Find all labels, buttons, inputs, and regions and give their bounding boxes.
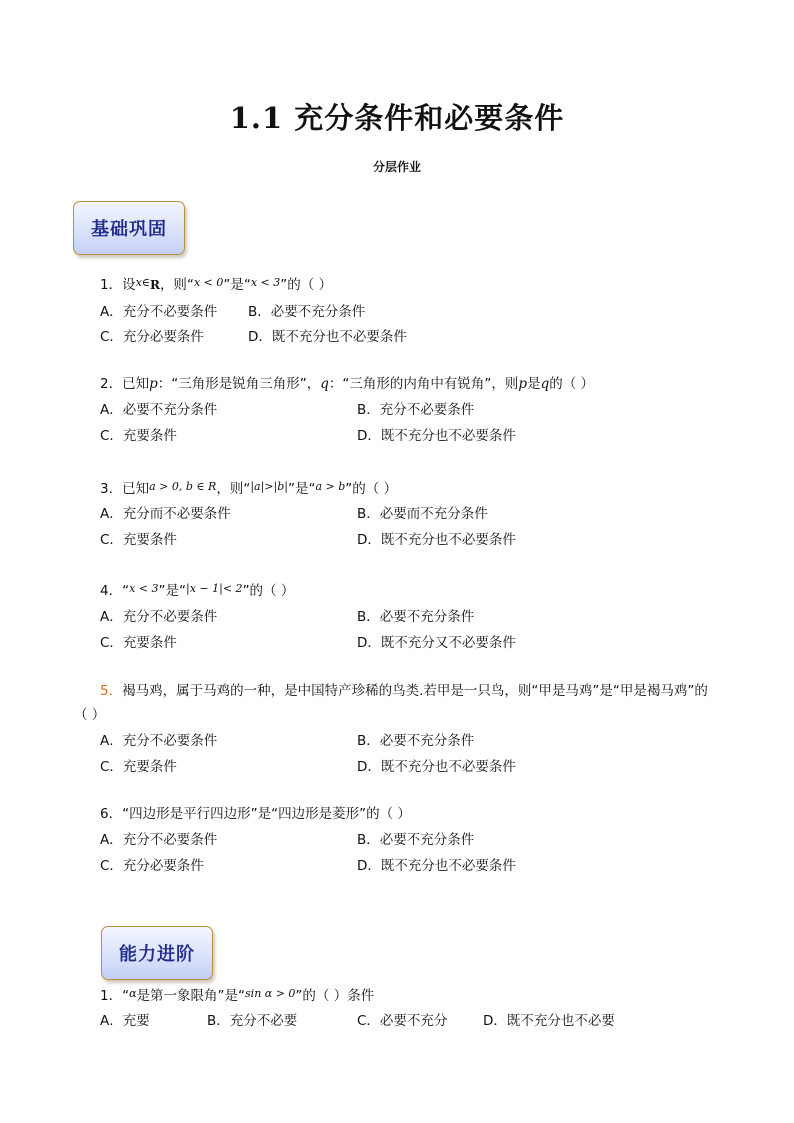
question-text: ，则“: [159, 277, 194, 293]
question-text: 已知: [122, 481, 150, 497]
option-c: C．充要条件: [100, 532, 177, 548]
math-variable: q: [540, 376, 550, 392]
question-number: 1．: [100, 988, 123, 1004]
question-1: [100, 273, 332, 293]
section-label-basic: 基础巩固: [73, 201, 185, 255]
question-number: 5．: [100, 683, 123, 699]
question-5: [100, 679, 708, 699]
math-variable: q: [320, 376, 329, 392]
question-4: [100, 579, 294, 599]
question-text: 的（ ）: [549, 376, 595, 392]
option-c: C．充分必要条件: [100, 329, 204, 345]
option-a: A．充分不必要条件: [100, 733, 218, 749]
question-text: “: [122, 988, 130, 1004]
question-text: 褐马鸡，属于马鸡的一种，是中国特产珍稀的鸟类.若甲是一只鸟，则“甲是马鸡”是“甲是褐马鸡”的: [122, 683, 708, 699]
math-expression: R: [149, 278, 160, 292]
option-c: C．充分必要条件: [100, 858, 204, 874]
question-text: 是第一象限角”是“: [136, 988, 246, 1004]
question-text: ：“三角形的内角中有锐角”，则: [328, 376, 519, 392]
option-d: D．既不充分也不必要条件: [357, 428, 516, 444]
option-a: A．充要: [100, 1013, 150, 1029]
option-b: B．充分不必要条件: [357, 402, 475, 418]
question-advanced-1: [100, 984, 374, 1004]
question-text: ，则“: [216, 481, 251, 497]
question-number: 4．: [100, 583, 123, 599]
math-expression: α: [129, 987, 137, 1000]
question-number: 1．: [100, 277, 123, 293]
option-d: D．既不充分也不必要条件: [248, 329, 407, 345]
option-a: A．充分而不必要条件: [100, 506, 231, 522]
question-number: 3．: [100, 481, 123, 497]
math-expression: sin α > 0: [245, 987, 296, 1000]
math-expression: |x − 1|< 2: [186, 582, 243, 595]
section-label-advanced: 能力进阶: [101, 926, 213, 980]
option-a: A．充分不必要条件: [100, 832, 218, 848]
math-expression: x < 3: [250, 276, 281, 289]
math-expression: a > b: [315, 480, 346, 493]
option-c: C．充要条件: [100, 759, 177, 775]
question-3: [100, 477, 397, 497]
option-c: C．必要不充分: [357, 1013, 448, 1029]
option-d: D．既不充分也不必要: [483, 1013, 615, 1029]
math-expression: a > 0, b ∈ R: [149, 480, 217, 493]
option-d: D．既不充分也不必要条件: [357, 532, 516, 548]
question-2: [100, 372, 594, 392]
option-d: D．既不充分也不必要条件: [357, 858, 516, 874]
option-a: A．充分不必要条件: [100, 304, 218, 320]
option-b: B．必要不充分条件: [248, 304, 366, 320]
option-a: A．必要不充分条件: [100, 402, 218, 418]
math-variable: p: [518, 376, 528, 392]
option-c: C．充要条件: [100, 428, 177, 444]
answer-paren: （ ）: [74, 707, 106, 723]
question-text: ”的（ ）: [280, 277, 333, 293]
math-expression: |a|>|b|: [250, 480, 288, 493]
question-text: ”的（ ）: [242, 583, 295, 599]
math-variable: p: [149, 376, 158, 392]
question-text: “: [122, 583, 130, 599]
option-b: B．必要而不充分条件: [357, 506, 488, 522]
question-text: ：“三角形是锐角三角形”，: [157, 376, 321, 392]
question-text: 设: [122, 277, 136, 293]
option-b: B．必要不充分条件: [357, 733, 475, 749]
option-b: B．充分不必要: [207, 1013, 298, 1029]
page-subtitle: 分层作业: [372, 160, 421, 174]
math-expression: x∈: [135, 276, 150, 289]
option-c: C．充要条件: [100, 635, 177, 651]
page-title: 1.1 充分条件和必要条件: [229, 101, 565, 135]
question-6: [100, 802, 411, 822]
option-d: D．既不充分也不必要条件: [357, 759, 516, 775]
option-b: B．必要不充分条件: [357, 832, 475, 848]
question-text: ”是“: [287, 481, 316, 497]
option-d: D．既不充分又不必要条件: [357, 635, 516, 651]
question-number: 6．: [100, 806, 123, 822]
question-text: 已知: [122, 376, 150, 392]
question-text: ”的（ ）条件: [295, 988, 375, 1004]
math-expression: x < 3: [129, 582, 159, 595]
question-text: ”是“: [158, 583, 187, 599]
question-text: ”是“: [223, 277, 251, 293]
option-b: B．必要不充分条件: [357, 609, 475, 625]
option-a: A．充分不必要条件: [100, 609, 218, 625]
question-text: 是: [527, 376, 541, 392]
question-number: 2．: [100, 376, 123, 392]
question-text: ”的（ ）: [345, 481, 398, 497]
math-expression: x < 0: [193, 276, 224, 289]
question-text: “四边形是平行四边形”是“四边形是菱形”的（ ）: [122, 806, 411, 822]
